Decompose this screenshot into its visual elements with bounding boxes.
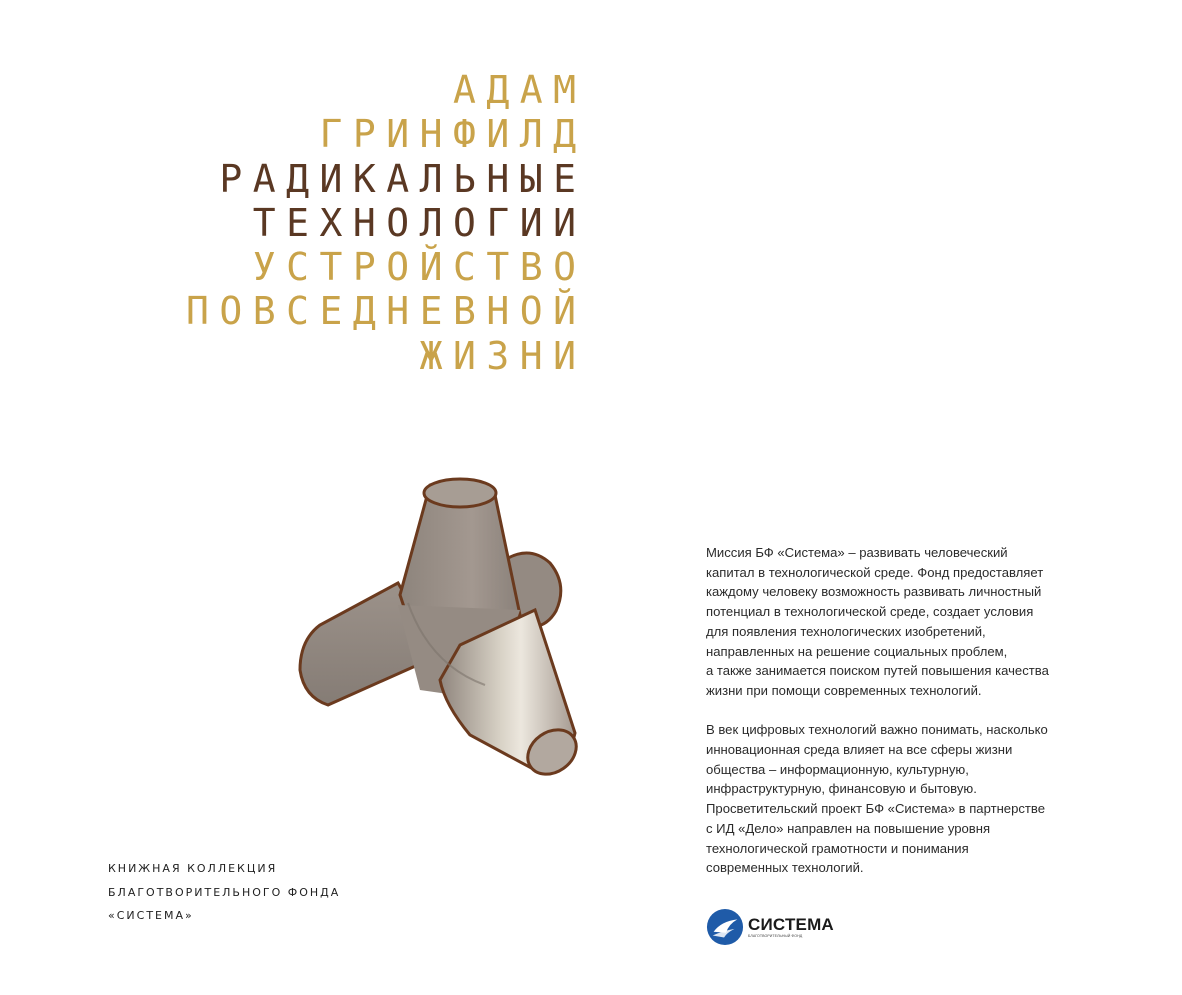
- mission-line: капитал в технологической среде. Фонд предоставляет: [706, 564, 1044, 580]
- mission-line: инфраструктурную, финансовую и бытовую.: [706, 781, 977, 797]
- mission-line: общества – информационную, культурную,: [706, 761, 969, 777]
- sistema-logo: [706, 907, 834, 947]
- title-block: [150, 68, 587, 378]
- mission-line: жизни при помощи современных технологий.: [706, 682, 982, 698]
- logo-subtitle: БЛАГОТВОРИТЕЛЬНЫЙ ФОНД: [748, 933, 803, 938]
- tetrapod-icon: [290, 465, 590, 785]
- collection-line: КНИЖНАЯ КОЛЛЕКЦИЯ: [108, 862, 278, 875]
- subtitle-line-2: ПОВСЕДНЕВНОЙ: [185, 289, 587, 334]
- collection-line: БЛАГОТВОРИТЕЛЬНОГО ФОНДА: [108, 885, 341, 899]
- book-title-line-1: РАДИКАЛЬНЫЕ: [219, 156, 587, 201]
- paragraph-gap: [706, 701, 1106, 721]
- mission-line: для появления технологических изобретений,: [706, 623, 986, 639]
- book-title-line-2: ТЕХНОЛОГИИ: [252, 200, 587, 245]
- mission-line: технологической грамотности и понимания: [706, 840, 969, 856]
- mission-line: потенциал в технологической среде, создает условия: [706, 604, 1034, 620]
- mission-line: с ИД «Дело» направлен на повышение уровня: [706, 820, 991, 836]
- mission-text: [706, 543, 1106, 878]
- mission-line: Миссия БФ «Система» – развивать человеческий: [706, 545, 1008, 560]
- mission-line: направленных на решение социальных проблем,: [706, 643, 1008, 659]
- mission-line: современных технологий.: [706, 860, 864, 876]
- mission-line: В век цифровых технологий важно понимать, насколько: [706, 722, 1048, 738]
- collection-line: «СИСТЕМА»: [108, 909, 194, 922]
- author-first-name: АДАМ: [452, 68, 587, 112]
- author-last-name: ГРИНФИЛД: [319, 112, 587, 157]
- mission-line: каждому человеку возможность развивать личностный: [706, 584, 1042, 600]
- collection-label: [108, 857, 340, 928]
- logo-name: СИСТЕМА: [748, 914, 834, 934]
- sistema-logo-icon: [706, 908, 744, 946]
- subtitle-line-1: УСТРОЙСТВО: [252, 245, 587, 290]
- mission-line: инновационная среда влияет на все сферы жизни: [706, 742, 1013, 758]
- mission-line: Просветительский проект БФ «Система» в партнерстве: [706, 801, 1045, 817]
- mission-line: а также занимается поиском путей повышения качества: [706, 663, 1049, 679]
- subtitle-line-3: ЖИЗНИ: [419, 333, 587, 378]
